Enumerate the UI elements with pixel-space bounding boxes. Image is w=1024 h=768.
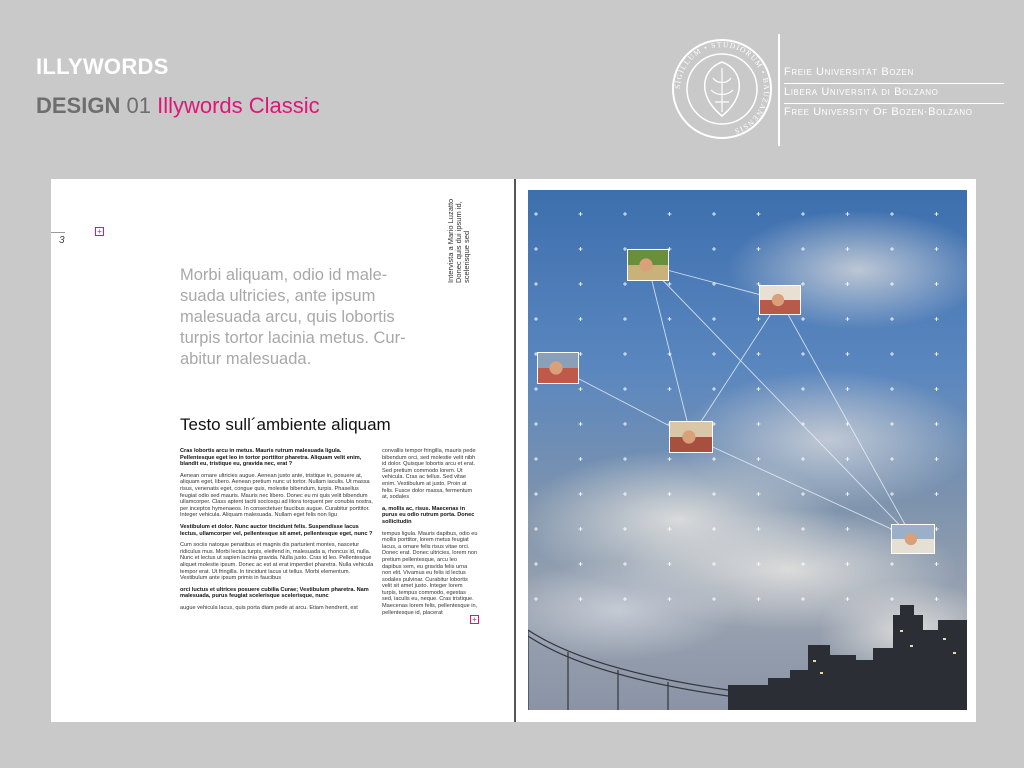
page-number: 3 — [59, 235, 65, 246]
university-name — [784, 64, 1004, 123]
plus-marker-icon: + — [470, 615, 479, 624]
subtitle-number: 01 — [126, 93, 151, 118]
photo-thumbnail — [759, 285, 801, 315]
plus-marker-icon: + — [95, 227, 104, 236]
lead-paragraph: Morbi aliquam, odio id male-suada ultricies, ante ipsum malesuada arcu, quis lobortis turpis tortor lacinia metus. Cur-abitur malesuada. — [180, 266, 406, 368]
photo-thumbnail — [627, 249, 669, 281]
sky-photo-collage — [528, 190, 967, 710]
university-name-en: Free University Of Bozen·Bolzano — [784, 106, 973, 118]
paragraph: tempus ligula. Mauris dapibus, odio eu mollis porttitor, lorem metus feugiat lacus, a ornare felis risus vitae orci. Donec erat. Donec ultricies, lorem non pretium pellentesque, arcu leo dapibus sem, eu gravida felis urna non elit. Vivamus eu felis id lectus sodales pulvinar. Curabitur lobortis velit sit amet justo. Integer lorem turpis, tempus commodo, egestas sed, iaculis eu, neque. Cras tristique. Maecenas lorem felis, pellentesque in, pellentesque id, placerat — [382, 530, 478, 616]
text-column-1 — [180, 448, 375, 616]
paragraph: orci luctus et ultrices posuere cubilia Curae; Vestibulum pharetra. Nam malesuada, purus feugiat scelerisque scelerisque, nunc — [180, 586, 369, 600]
photo-thumbnail — [537, 352, 579, 384]
subtitle-design: DESIGN — [36, 93, 121, 118]
slide-title: ILLYWORDS — [36, 54, 169, 79]
paragraph: Cras lobortis arcu in metus. Mauris rutrum malesuada ligula. Pellentesque eget leo in tortor porttitor pharetra. Aliquam velit enim, blandit eu, tristique eu, gravida nec, erat ? — [180, 448, 362, 468]
university-name-de: Freie Universität Bozen — [784, 64, 1004, 84]
university-seal-logo — [671, 38, 773, 140]
slide-subtitle — [36, 93, 320, 119]
paragraph: convallis tempor fringilla, mauris pede bibendum orci, sed molestie velit nibh id dolor. Quisque lobortis arcu et erat. Sed pretium commodo lorem. Ut vehicula. Cras ac tellus. Sed vitae enim. Vestibulum at justo. Proin at felis. Fusce dolor massa, fermentum at, sodales — [382, 448, 476, 501]
text-column-2 — [382, 448, 478, 621]
paragraph: Aenean ornare ultricies augue. Aenean justo ante, tristique in, posuere at, aliquam eget, libero. Aenean pretium nunc ut tortor. Nullam iaculis. Ut massa risus, venenatis eget, congue quis, molestie bibendum, turpis. Phasellus feugiat odio sed mauris. Mauris nec libero. Donec eu mi quis velit bibendum ullamcorper. Class aptent taciti sociosqu ad litora torquent per conubia nostra, per inceptos hymenaeos. In consectetuer faucibus augue. Curabitur porttitor. Integer vehicula. Aliquam malesuada. Nullam eget felis non ligu — [180, 472, 373, 519]
magazine-spread — [51, 179, 976, 722]
paragraph: augue vehicula lacus, quis porta diam pede at arcu. Etiam hendrerit, est — [180, 604, 358, 611]
paragraph: Cum sociis natoque penatibus et magnis dis parturient montes, nascetur ridiculus mus. Morbi lectus turpis, eleifend in, malesuada a, rhoncus id, nulla. Nunc et lectus ut sapien lacinia gravida. Nulla justo. Cras id leo. Pellentesque aliquet molestie ipsum. Donec ac est at erat imperdiet pharetra. Nulla vehicula tempor erat. Ut fringilla. In tincidunt lacus ut tellus. Morbi elementum. Vestibulum ante ipsum primis in faucibus — [180, 542, 374, 582]
subtitle-name: Illywords Classic — [157, 93, 320, 118]
paragraph: Vestibulum et dolor. Nunc auctor tincidunt felis. Suspendisse lacus lectus, ullamcorper vel, pellentesque sit amet, pellentesque eget, nunc ? — [180, 523, 373, 537]
vertical-caption: Intervista a Mario Luzatto Donec quis dui ipsum id, scelerisque sed — [446, 198, 471, 283]
article-heading: Testo sull´ambiente aliquam — [180, 415, 391, 434]
photo-thumbnail — [891, 524, 935, 554]
logo-divider — [778, 34, 780, 146]
page-spine — [514, 179, 516, 722]
seal-text: SIGILLUM • STUDIORUM • BAUZANENSIS — [672, 39, 772, 137]
paragraph: a, mollis ac, risus. Maecenas in purus eu odio rutrum porta. Donec sollicitudin — [382, 505, 475, 525]
photo-thumbnail — [669, 421, 713, 453]
university-name-it: Libera Università di Bolzano — [784, 84, 1004, 104]
margin-rule — [51, 232, 65, 233]
